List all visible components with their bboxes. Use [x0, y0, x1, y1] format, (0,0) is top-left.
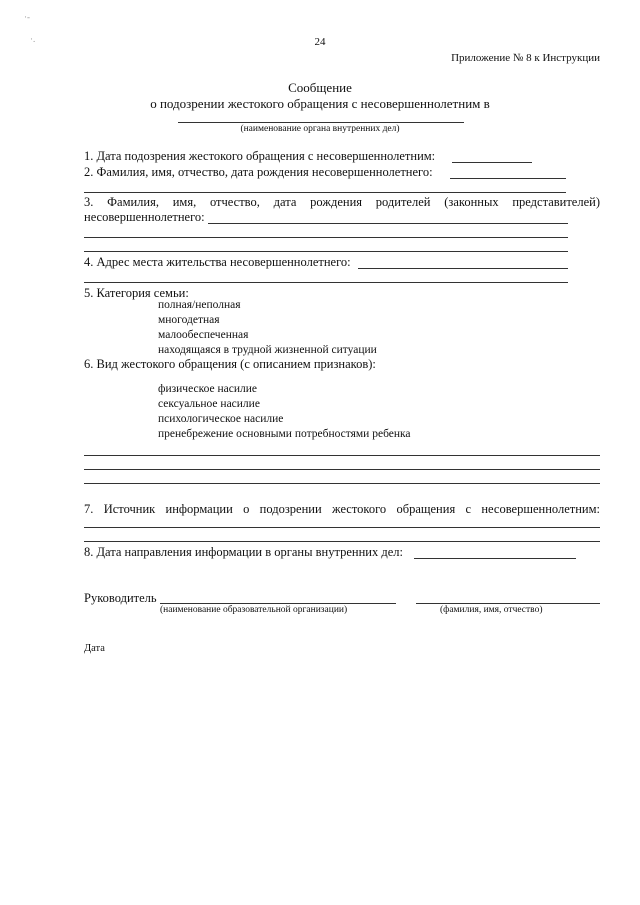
item-7-label: 7. Источник информации о подозрении жестокого обращения с несовершеннолетним:	[84, 502, 600, 516]
org-name-field[interactable]	[160, 603, 396, 604]
page-title: Сообщение	[288, 80, 352, 95]
item-6-label: 6. Вид жестокого обращения (с описанием признаков):	[84, 357, 376, 371]
item-6-line-2[interactable]	[84, 469, 600, 470]
item-7-line-2[interactable]	[84, 541, 600, 542]
item-1-field[interactable]	[452, 162, 532, 163]
organ-name-field[interactable]	[178, 122, 464, 123]
item-4-line-2[interactable]	[84, 282, 568, 283]
head-name-field[interactable]	[416, 603, 600, 604]
item-3-label: 3. Фамилия, имя, отчество, дата рождения родителей (законных представителей)	[84, 195, 600, 209]
item-2-extra-line[interactable]	[84, 192, 566, 193]
family-option: многодетная	[158, 314, 220, 326]
family-option: находящаяся в трудной жизненной ситуации	[158, 344, 377, 356]
item-3-line-3[interactable]	[84, 251, 568, 252]
abuse-option: физическое насилие	[158, 383, 257, 395]
page-subtitle: о подозрении жестокого обращения с несовершеннолетним в	[150, 96, 490, 111]
family-option: малообеспеченная	[158, 329, 249, 341]
item-1-label: 1. Дата подозрения жестокого обращения с несовершеннолетним:	[84, 149, 436, 163]
scan-artifact: ·.	[30, 34, 36, 44]
item-7-line-1[interactable]	[84, 527, 600, 528]
item-8-field[interactable]	[414, 558, 576, 559]
family-option: полная/неполная	[158, 299, 241, 311]
item-8-label: 8. Дата направления информации в органы внутренних дел:	[84, 545, 403, 559]
item-4-label: 4. Адрес места жительства несовершеннолетнего:	[84, 255, 351, 269]
item-3-label-cont: несовершеннолетнего:	[84, 210, 205, 224]
date-label: Дата	[84, 643, 105, 654]
item-3-field[interactable]	[208, 223, 568, 224]
abuse-option: пренебрежение основными потребностями ребенка	[158, 428, 411, 440]
org-hint: (наименование образовательной организации)	[160, 605, 348, 615]
organ-hint: (наименование органа внутренних дел)	[240, 124, 400, 134]
item-3-line-2[interactable]	[84, 237, 568, 238]
item-4-field[interactable]	[358, 268, 568, 269]
head-label: Руководитель	[84, 591, 157, 605]
appendix-label: Приложение № 8 к Инструкции	[451, 52, 600, 64]
name-hint: (фамилия, имя, отчество)	[440, 605, 543, 615]
item-2-field[interactable]	[450, 178, 566, 179]
item-6-line-1[interactable]	[84, 455, 600, 456]
page-number: 24	[314, 36, 326, 48]
abuse-option: психологическое насилие	[158, 413, 284, 425]
scan-artifact: ·-	[24, 12, 30, 22]
abuse-option: сексуальное насилие	[158, 398, 260, 410]
item-5-label: 5. Категория семьи:	[84, 286, 189, 300]
item-6-line-3[interactable]	[84, 483, 600, 484]
item-2-label: 2. Фамилия, имя, отчество, дата рождения несовершеннолетнего:	[84, 165, 433, 179]
